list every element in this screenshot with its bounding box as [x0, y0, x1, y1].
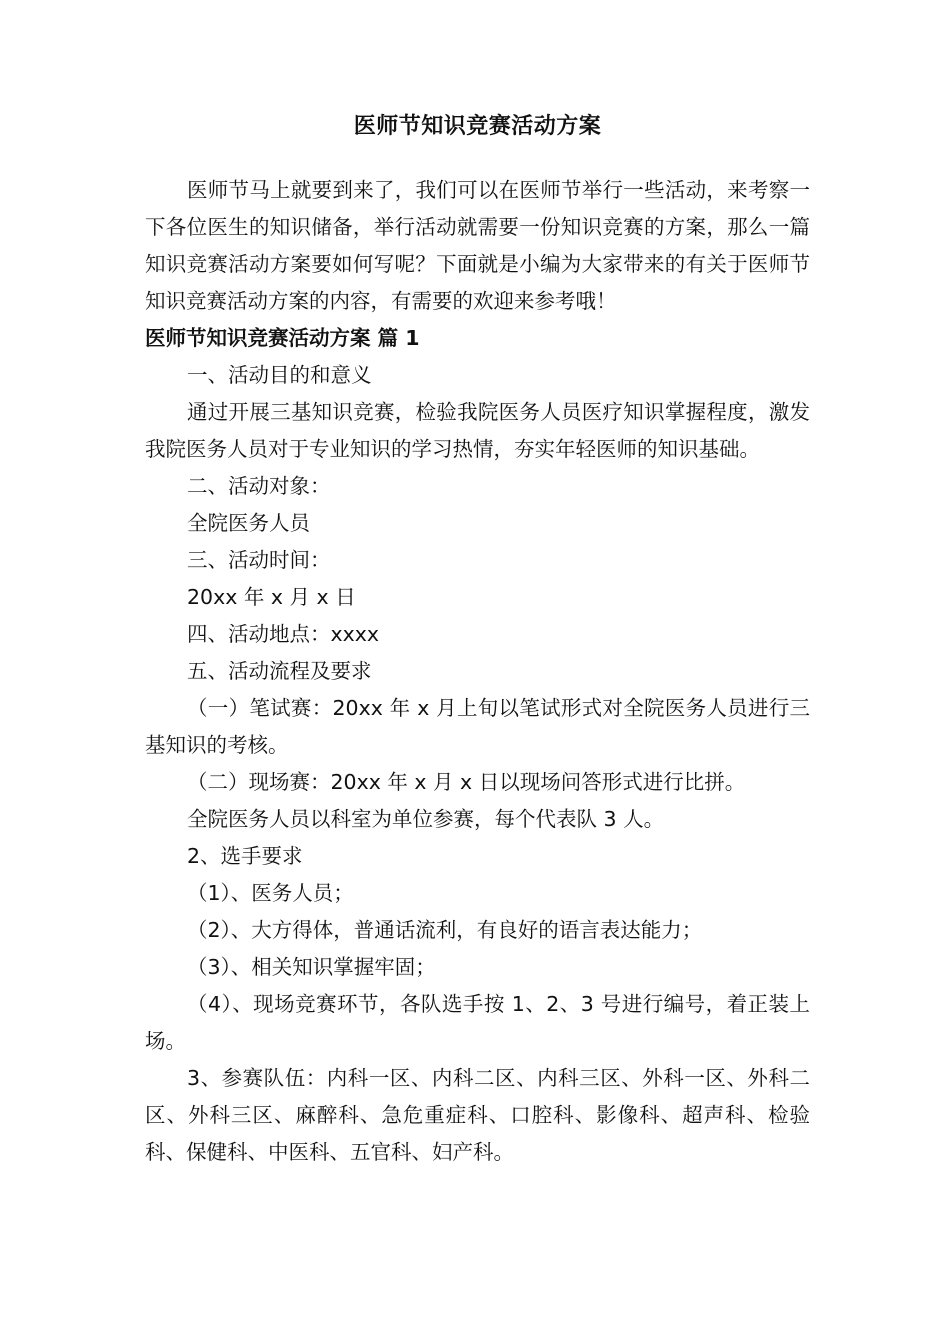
paragraph-team-size: 全院医务人员以科室为单位参赛，每个代表队 3 人。 — [187, 807, 665, 831]
paragraph-teams: 3、参赛队伍：内科一区、内科二区、内科三区、外科一区、外科二区、外科三区、麻醉科、急危重症科、口腔科、影像科、超声科、检验科、保健科、中医科、五官科、妇产科。 — [145, 1066, 810, 1164]
list-item-requirement-3: （3）、相关知识掌握牢固； — [187, 955, 436, 979]
paragraph-audience-heading: 二、活动对象： — [187, 474, 331, 498]
intro-paragraph: 医师节马上就要到来了，我们可以在医师节举行一些活动，来考察一下各位医生的知识储备，举行活动就需要一份知识竞赛的方案，那么一篇知识竞赛活动方案要如何写呢？下面就是小编为大家带来的有关于医师节知识竞赛活动方案的内容，有需要的欢迎来参考哦！ — [145, 178, 810, 313]
paragraph-time: 20xx 年 x 月 x 日 — [187, 585, 356, 609]
document-body — [145, 172, 810, 1171]
paragraph-process-heading: 五、活动流程及要求 — [187, 659, 372, 683]
paragraph-audience: 全院医务人员 — [187, 511, 310, 535]
paragraph-location: 四、活动地点：xxxx — [187, 622, 380, 646]
list-item-requirement-1: （1）、医务人员； — [187, 881, 354, 905]
paragraph-purpose-heading: 一、活动目的和意义 — [187, 363, 372, 387]
list-item-requirement-4: （4）、现场竞赛环节，各队选手按 1、2、3 号进行编号，着正装上场。 — [145, 992, 810, 1053]
list-item-requirement-2: （2）、大方得体，普通话流利，有良好的语言表达能力； — [187, 918, 703, 942]
paragraph-live-contest: （二）现场赛：20xx 年 x 月 x 日以现场问答形式进行比拼。 — [187, 770, 746, 794]
paragraph-purpose: 通过开展三基知识竞赛，检验我院医务人员医疗知识掌握程度，激发我院医务人员对于专业知识的学习热情，夯实年轻医师的知识基础。 — [145, 400, 810, 461]
document-title: 医师节知识竞赛活动方案 — [353, 114, 602, 139]
paragraph-time-heading: 三、活动时间： — [187, 548, 331, 572]
paragraph-requirements-heading: 2、选手要求 — [187, 844, 303, 868]
section-heading: 医师节知识竞赛活动方案 篇 1 — [145, 326, 420, 350]
paragraph-written-exam: （一）笔试赛：20xx 年 x 月上旬以笔试形式对全院医务人员进行三基知识的考核。 — [145, 696, 810, 757]
